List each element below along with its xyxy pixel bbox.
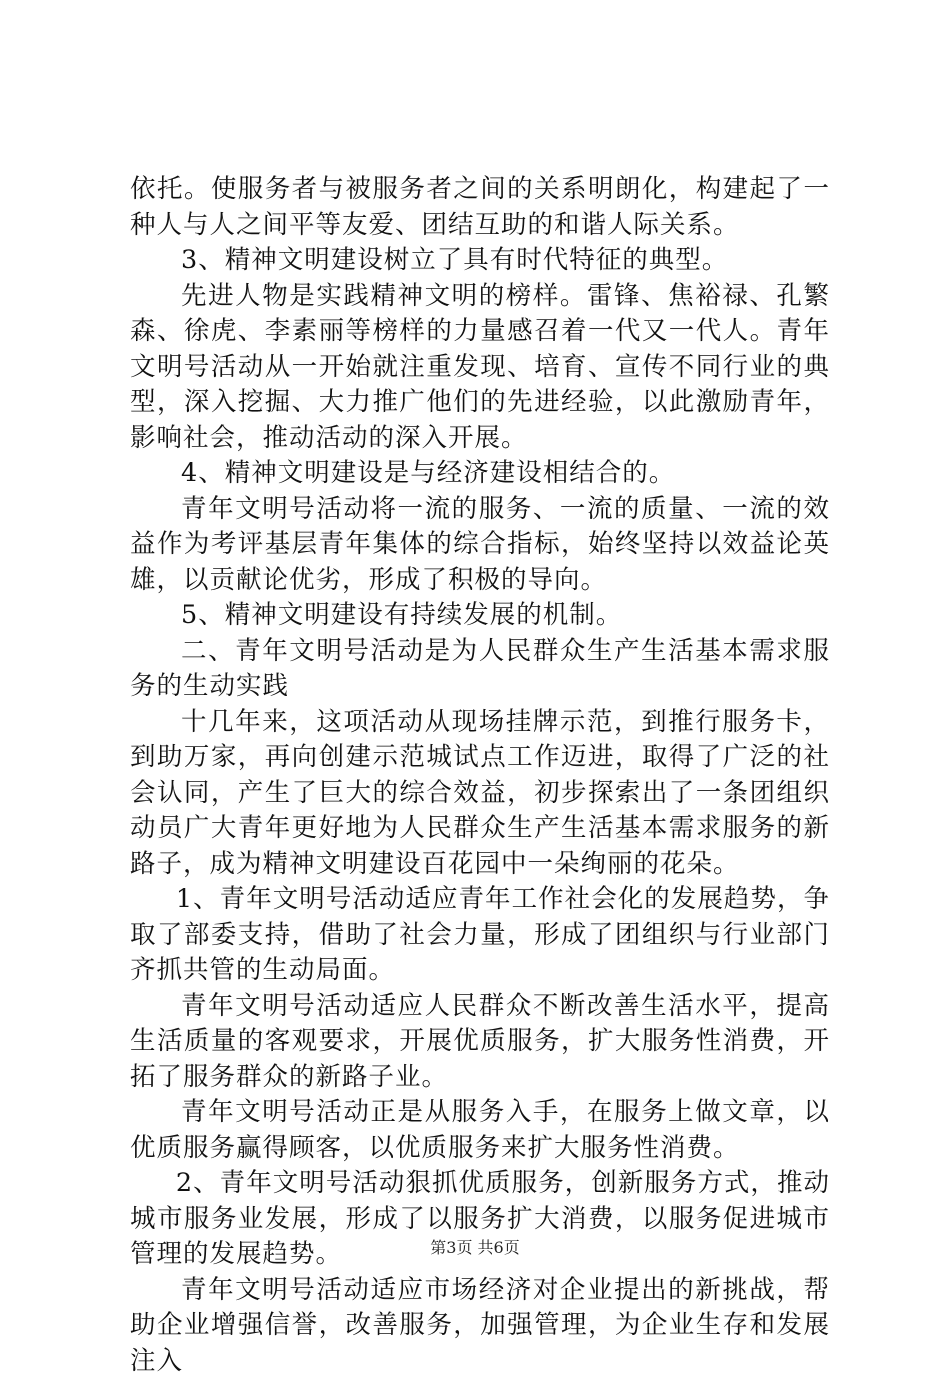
paragraph-6: 5、精神文明建设有持续发展的机制。 — [130, 598, 830, 634]
page-number: 第3页 共6页 — [430, 1238, 519, 1257]
document-body — [130, 172, 830, 1379]
section-heading-2: 二、青年文明号活动是为人民群众生产生活基本需求服务的生动实践 — [130, 634, 830, 705]
page-footer — [0, 1238, 950, 1258]
paragraph-2: 3、精神文明建设树立了具有时代特征的典型。 — [130, 243, 830, 279]
paragraph-11: 青年文明号活动正是从服务入手，在服务上做文章，以优质服务赢得顾客，以优质服务来扩大服务性消费。 — [130, 1095, 830, 1166]
paragraph-10: 青年文明号活动适应人民群众不断改善生活水平，提高生活质量的客观要求，开展优质服务，扩大服务性消费，开拓了服务群众的新路子业。 — [130, 989, 830, 1096]
paragraph-4: 4、精神文明建设是与经济建设相结合的。 — [130, 456, 830, 492]
paragraph-5: 青年文明号活动将一流的服务、一流的质量、一流的效益作为考评基层青年集体的综合指标，始终坚持以效益论英雄，以贡献论优劣，形成了积极的导向。 — [130, 492, 830, 599]
paragraph-13: 青年文明号活动适应市场经济对企业提出的新挑战，帮助企业增强信誉，改善服务，加强管理，为企业生存和发展注入 — [130, 1273, 830, 1379]
paragraph-1: 依托。使服务者与被服务者之间的关系明朗化，构建起了一种人与人之间平等友爱、团结互助的和谐人际关系。 — [130, 172, 830, 243]
paragraph-8: 十几年来，这项活动从现场挂牌示范，到推行服务卡，到助万家，再向创建示范城试点工作迈进，取得了广泛的社会认同，产生了巨大的综合效益，初步探索出了一条团组织动员广大青年更好地为人民群众生产生活基本需求服务的新路子，成为精神文明建设百花园中一朵绚丽的花朵。 — [130, 705, 830, 883]
paragraph-9: 1、青年文明号活动适应青年工作社会化的发展趋势，争取了部委支持，借助了社会力量，形成了团组织与行业部门齐抓共管的生动局面。 — [130, 882, 830, 989]
paragraph-12: 2、青年文明号活动狠抓优质服务，创新服务方式，推动城市服务业发展，形成了以服务扩大消费，以服务促进城市管理的发展趋势。 — [130, 1166, 830, 1273]
paragraph-3: 先进人物是实践精神文明的榜样。雷锋、焦裕禄、孔繁森、徐虎、李素丽等榜样的力量感召着一代又一代人。青年文明号活动从一开始就注重发现、培育、宣传不同行业的典型，深入挖掘、大力推广他们的先进经验，以此激励青年，影响社会，推动活动的深入开展。 — [130, 279, 830, 457]
